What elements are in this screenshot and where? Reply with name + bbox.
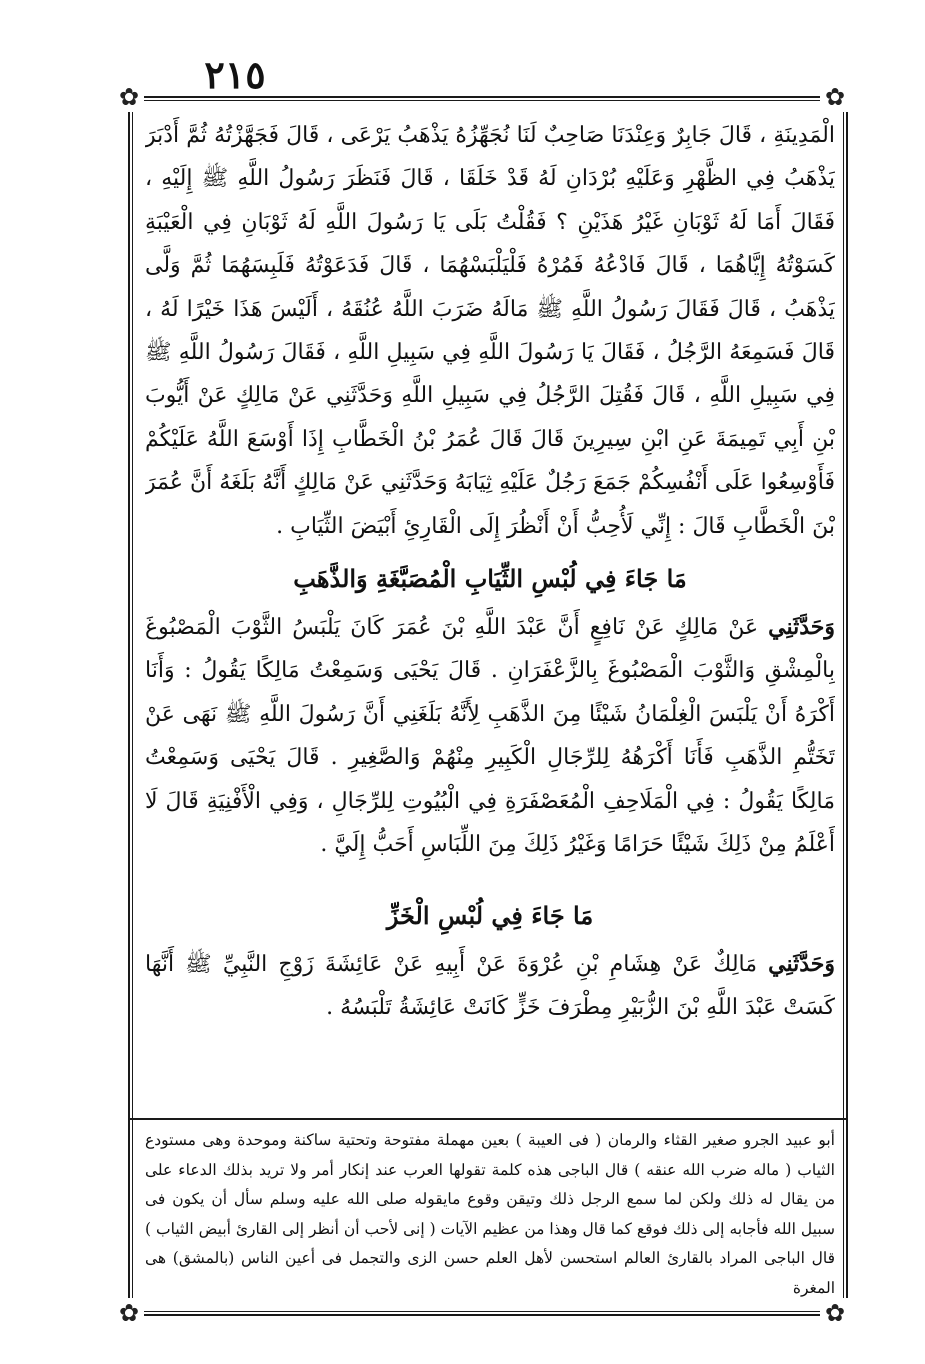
paragraph-3-body: مَالِكٌ عَنْ هِشَامِ بْنِ عُرْوَةَ عَنْ أَبِيهِ عَنْ عَائِشَةَ زَوْجِ النَّبِيِّ ﷺ أَنَّهَا كَسَتْ عَبْدَ اللَّهِ بْنَ الزُّبَيْرِ مِطْرَفَ خَزٍّ كَانَتْ عَائِشَةُ تَلْبَسُهُ . <box>145 951 835 1020</box>
main-text <box>145 114 835 1114</box>
paragraph-3 <box>145 943 835 1030</box>
paragraph-2-lead: وَحَدَّثَنِي <box>768 614 835 641</box>
flower-ornament-icon: ✿ <box>820 82 850 112</box>
section-heading-silk: مَا جَاءَ فِي لُبْسِ الْخَزِّ <box>386 900 594 930</box>
flower-ornament-icon: ✿ <box>820 1298 850 1328</box>
flower-ornament-icon: ✿ <box>114 82 144 112</box>
footnote-divider <box>128 1118 848 1120</box>
paragraph-3-lead: وَحَدَّثَنِي <box>768 950 835 977</box>
footnote-text: أبو عبيد الجرو صغير القثاء والرمان ( فى العيبة ) بعين مهملة مفتوحة وتحتية ساكنة وموحدة وهى مستودع الثياب ( ماله ضرب الله عنقه ) قال الباجى هذه كلمة تقولها العرب عند إنكار أمر ولا تريد بذلك الدعاء على من يقال له ذلك ولكن لما سمع الرجل ذلك وتيقن وقوع مايقوله صلى الله عليه وسلم سأل أن يكون فى سبيل الله فأجابه إلى ذلك فوقع كما قال وهذا من عظيم الآيات ( إنى لأحب أن أنظر إلى القارئ أبيض الثياب ) قال الباجى المراد بالقارئ العالم استحسن لأهل العلم حسن الزى والتجمل فى أعين الناس (بالمشق) هى المغرة <box>145 1131 835 1297</box>
paragraph-2-body: عَنْ مَالِكٍ عَنْ نَافِعٍ أَنَّ عَبْدَ اللَّهِ بْنَ عُمَرَ كَانَ يَلْبَسُ الثَّوْبَ الْمَصْبُوغَ بِالْمِشْقِ وَالثَّوْبَ الْمَصْبُوغَ بِالزَّعْفَرَانِ . قَالَ يَحْيَى وَسَمِعْتُ مَالِكًا يَقُولُ : وَأَنَا أَكْرَهُ أَنْ يَلْبَسَ الْغِلْمَانُ شَيْئًا مِنَ الذَّهَبِ لِأَنَّهُ بَلَغَنِي أَنَّ رَسُولَ اللَّهِ ﷺ نَهَى عَنْ تَخَتُّمِ الذَّهَبِ فَأَنَا أَكْرَهُهُ لِلرِّجَالِ الْكَبِيرِ مِنْهُمْ وَالصَّغِيرِ . قَالَ يَحْيَى وَسَمِعْتُ مَالِكًا يَقُولُ : فِي الْمَلَاحِفِ الْمُعَصْفَرَةِ فِي الْبُيُوتِ لِلرِّجَالِ ، وَفِي الْأَفْنِيَةِ قَالَ لَا أَعْلَمُ مِنْ ذَلِكَ شَيْئًا حَرَامًا وَغَيْرُ ذَلِكَ مِنَ اللِّبَاسِ أَحَبُّ إِلَيَّ . <box>145 615 835 858</box>
footnotes <box>145 1126 835 1316</box>
section-heading-dyed-clothes: مَا جَاءَ فِي لُبْسِ الثِّيَابِ الْمُصَبَّغَةِ وَالذَّهَبِ <box>293 564 687 594</box>
page-number: ٢١٥ <box>204 52 266 97</box>
paragraph-1: الْمَدِينَةِ ، قَالَ جَابِرٌ وَعِنْدَنَا صَاحِبٌ لَنَا نُجَهِّزُهُ يَذْهَبُ يَرْعَى ، قَالَ فَجَهَّزْتُهُ ثُمَّ أَدْبَرَ يَذْهَبُ فِي الظَّهْرِ وَعَلَيْهِ بُرْدَانِ لَهُ قَدْ خَلَقَا ، قَالَ فَنَظَرَ رَسُولُ اللَّهِ ﷺ إِلَيْهِ ، فَقَالَ أَمَا لَهُ ثَوْبَانِ غَيْرُ هَذَيْنِ ؟ فَقُلْتُ بَلَى يَا رَسُولَ اللَّهِ لَهُ ثَوْبَانِ فِي الْعَيْبَةِ كَسَوْتُهُ إِيَّاهُمَا ، قَالَ فَادْعُهُ فَمُرْهُ فَلْيَلْبَسْهُمَا ، قَالَ فَدَعَوْتُهُ فَلَبِسَهُمَا ثُمَّ وَلَّى يَذْهَبُ ، قَالَ فَقَالَ رَسُولُ اللَّهِ ﷺ مَالَهُ ضَرَبَ اللَّهُ عُنُقَهُ ، أَلَيْسَ هَذَا خَيْرًا لَهُ ، قَالَ فَسَمِعَهُ الرَّجُلُ ، فَقَالَ يَا رَسُولَ اللَّهِ فِي سَبِيلِ اللَّهِ ، فَقَالَ رَسُولُ اللَّهِ ﷺ فِي سَبِيلِ اللَّهِ ، قَالَ فَقُتِلَ الرَّجُلُ فِي سَبِيلِ اللَّهِ وَحَدَّثَنِي عَنْ مَالِكٍ عَنْ أَيُّوبَ بْنِ أَبِي تَمِيمَةَ عَنِ ابْنِ سِيرِينَ قَالَ قَالَ عُمَرُ بْنُ الْخَطَّابِ إِذَا أَوْسَعَ اللَّهُ عَلَيْكُمْ فَأَوْسِعُوا عَلَى أَنْفُسِكُمْ جَمَعَ رَجُلٌ عَلَيْهِ ثِيَابَهُ وَحَدَّثَنِي عَنْ مَالِكٍ أَنَّهُ بَلَغَهُ أَنَّ عُمَرَ بْنَ الْخَطَّابِ قَالَ : إِنِّي لَأُحِبُّ أَنْ أَنْظُرَ إِلَى الْقَارِئِ أَبْيَضَ الثِّيَابِ . <box>145 123 835 539</box>
flower-ornament-icon: ✿ <box>114 1298 144 1328</box>
paragraph-2 <box>145 606 835 866</box>
